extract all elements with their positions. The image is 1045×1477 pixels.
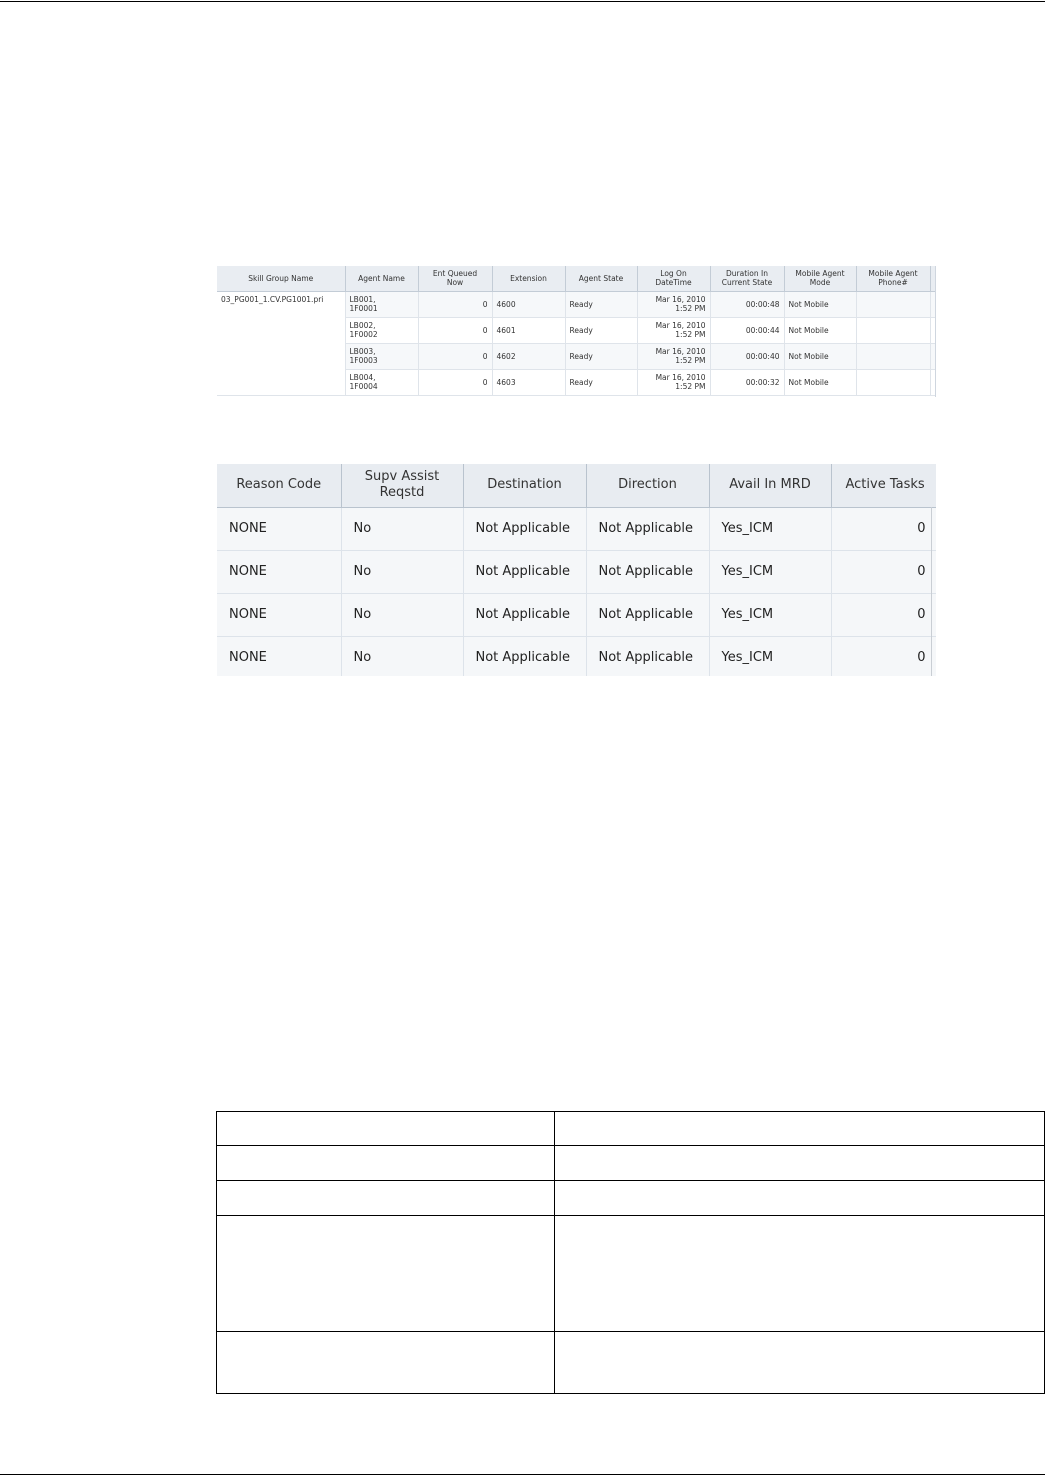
active-tasks-cell: 0 xyxy=(831,636,936,676)
mobile-phone-cell xyxy=(856,317,930,343)
avail-mrd-cell: Yes_ICM xyxy=(709,593,831,636)
column-header[interactable]: Direction xyxy=(586,464,709,507)
agent-report-screenshot-large xyxy=(217,464,936,676)
document-table xyxy=(216,1111,1045,1394)
agent-name-cell: LB004, 1F0004 xyxy=(345,369,418,395)
queued-cell: 0 xyxy=(418,343,492,369)
logon-cell: Mar 16, 2010 1:52 PM xyxy=(637,369,710,395)
table-row[interactable] xyxy=(217,593,936,636)
column-header[interactable]: Avail In MRD xyxy=(709,464,831,507)
extension-cell: 4600 xyxy=(492,291,565,317)
supv-assist-cell: No xyxy=(341,593,463,636)
agent-report-table xyxy=(217,266,936,396)
column-header[interactable]: Active Tasks xyxy=(831,464,936,507)
avail-mrd-cell: Yes_ICM xyxy=(709,550,831,593)
direction-cell: Not Applicable xyxy=(586,507,709,550)
supv-assist-cell: No xyxy=(341,507,463,550)
reason-code-cell: NONE xyxy=(217,550,341,593)
agent-state-cell: Ready xyxy=(565,291,637,317)
agent-report-screenshot-small xyxy=(217,266,936,397)
logon-cell: Mar 16, 2010 1:52 PM xyxy=(637,317,710,343)
table-cell xyxy=(217,1181,555,1216)
queued-cell: 0 xyxy=(418,369,492,395)
agent-name-cell: LB002, 1F0002 xyxy=(345,317,418,343)
supv-assist-cell: No xyxy=(341,550,463,593)
table-cell xyxy=(555,1332,1045,1394)
duration-cell: 00:00:44 xyxy=(710,317,784,343)
reason-code-cell: NONE xyxy=(217,593,341,636)
table-row[interactable] xyxy=(217,291,936,317)
destination-cell: Not Applicable xyxy=(463,593,586,636)
table-cell xyxy=(217,1146,555,1181)
agent-name-cell: LB001, 1F0001 xyxy=(345,291,418,317)
table-row[interactable] xyxy=(217,507,936,550)
mobile-phone-cell xyxy=(856,343,930,369)
agent-status-header-row xyxy=(217,464,936,507)
footer-rule xyxy=(0,1474,1045,1475)
extension-cell: 4602 xyxy=(492,343,565,369)
spacer-cell xyxy=(930,317,936,343)
destination-cell: Not Applicable xyxy=(463,550,586,593)
skill-group-cell: 03_PG001_1.CV.PG1001.pri xyxy=(217,291,345,395)
active-tasks-cell: 0 xyxy=(831,593,936,636)
header-rule xyxy=(0,1,1045,2)
mobile-mode-cell: Not Mobile xyxy=(784,343,856,369)
mobile-phone-cell xyxy=(856,369,930,395)
table-row xyxy=(217,1332,1045,1394)
agent-state-cell: Ready xyxy=(565,343,637,369)
column-header[interactable]: Log On DateTime xyxy=(637,266,710,291)
mobile-mode-cell: Not Mobile xyxy=(784,291,856,317)
column-header[interactable]: Agent Name xyxy=(345,266,418,291)
supv-assist-cell: No xyxy=(341,636,463,676)
direction-cell: Not Applicable xyxy=(586,593,709,636)
table-row xyxy=(217,1181,1045,1216)
scrollbar-edge[interactable] xyxy=(931,507,935,676)
mobile-mode-cell: Not Mobile xyxy=(784,317,856,343)
agent-state-cell: Ready xyxy=(565,369,637,395)
table-cell xyxy=(555,1181,1045,1216)
duration-cell: 00:00:48 xyxy=(710,291,784,317)
column-header[interactable]: Mobile Agent Phone# xyxy=(856,266,930,291)
reason-code-cell: NONE xyxy=(217,507,341,550)
column-header[interactable]: Extension xyxy=(492,266,565,291)
column-header[interactable]: Supv Assist Reqstd xyxy=(341,464,463,507)
table-row xyxy=(217,1146,1045,1181)
table-row[interactable] xyxy=(217,550,936,593)
avail-mrd-cell: Yes_ICM xyxy=(709,507,831,550)
table-row xyxy=(217,1216,1045,1332)
extension-cell: 4601 xyxy=(492,317,565,343)
logon-cell: Mar 16, 2010 1:52 PM xyxy=(637,343,710,369)
column-header[interactable]: Skill Group Name xyxy=(217,266,345,291)
column-header[interactable]: Destination xyxy=(463,464,586,507)
table-row xyxy=(217,1112,1045,1146)
reason-code-cell: NONE xyxy=(217,636,341,676)
destination-cell: Not Applicable xyxy=(463,636,586,676)
table-cell xyxy=(217,1332,555,1394)
queued-cell: 0 xyxy=(418,317,492,343)
direction-cell: Not Applicable xyxy=(586,550,709,593)
destination-cell: Not Applicable xyxy=(463,507,586,550)
duration-cell: 00:00:40 xyxy=(710,343,784,369)
spacer-cell xyxy=(930,343,936,369)
column-header[interactable]: Ent Queued Now xyxy=(418,266,492,291)
agent-status-table xyxy=(217,464,936,676)
table-cell xyxy=(217,1216,555,1332)
mobile-phone-cell xyxy=(856,291,930,317)
queued-cell: 0 xyxy=(418,291,492,317)
agent-name-cell: LB003, 1F0003 xyxy=(345,343,418,369)
direction-cell: Not Applicable xyxy=(586,636,709,676)
agent-state-cell: Ready xyxy=(565,317,637,343)
column-header[interactable]: Mobile Agent Mode xyxy=(784,266,856,291)
column-header[interactable]: Agent State xyxy=(565,266,637,291)
mobile-mode-cell: Not Mobile xyxy=(784,369,856,395)
table-cell xyxy=(555,1112,1045,1146)
duration-cell: 00:00:32 xyxy=(710,369,784,395)
active-tasks-cell: 0 xyxy=(831,507,936,550)
extension-cell: 4603 xyxy=(492,369,565,395)
agent-report-header-row xyxy=(217,266,936,291)
table-row[interactable] xyxy=(217,636,936,676)
logon-cell: Mar 16, 2010 1:52 PM xyxy=(637,291,710,317)
spacer-cell xyxy=(930,291,936,317)
spacer-cell xyxy=(930,369,936,395)
active-tasks-cell: 0 xyxy=(831,550,936,593)
column-header-spacer xyxy=(930,266,936,291)
avail-mrd-cell: Yes_ICM xyxy=(709,636,831,676)
column-header[interactable]: Duration In Current State xyxy=(710,266,784,291)
table-cell xyxy=(555,1216,1045,1332)
column-header[interactable]: Reason Code xyxy=(217,464,341,507)
table-cell xyxy=(555,1146,1045,1181)
table-cell xyxy=(217,1112,555,1146)
